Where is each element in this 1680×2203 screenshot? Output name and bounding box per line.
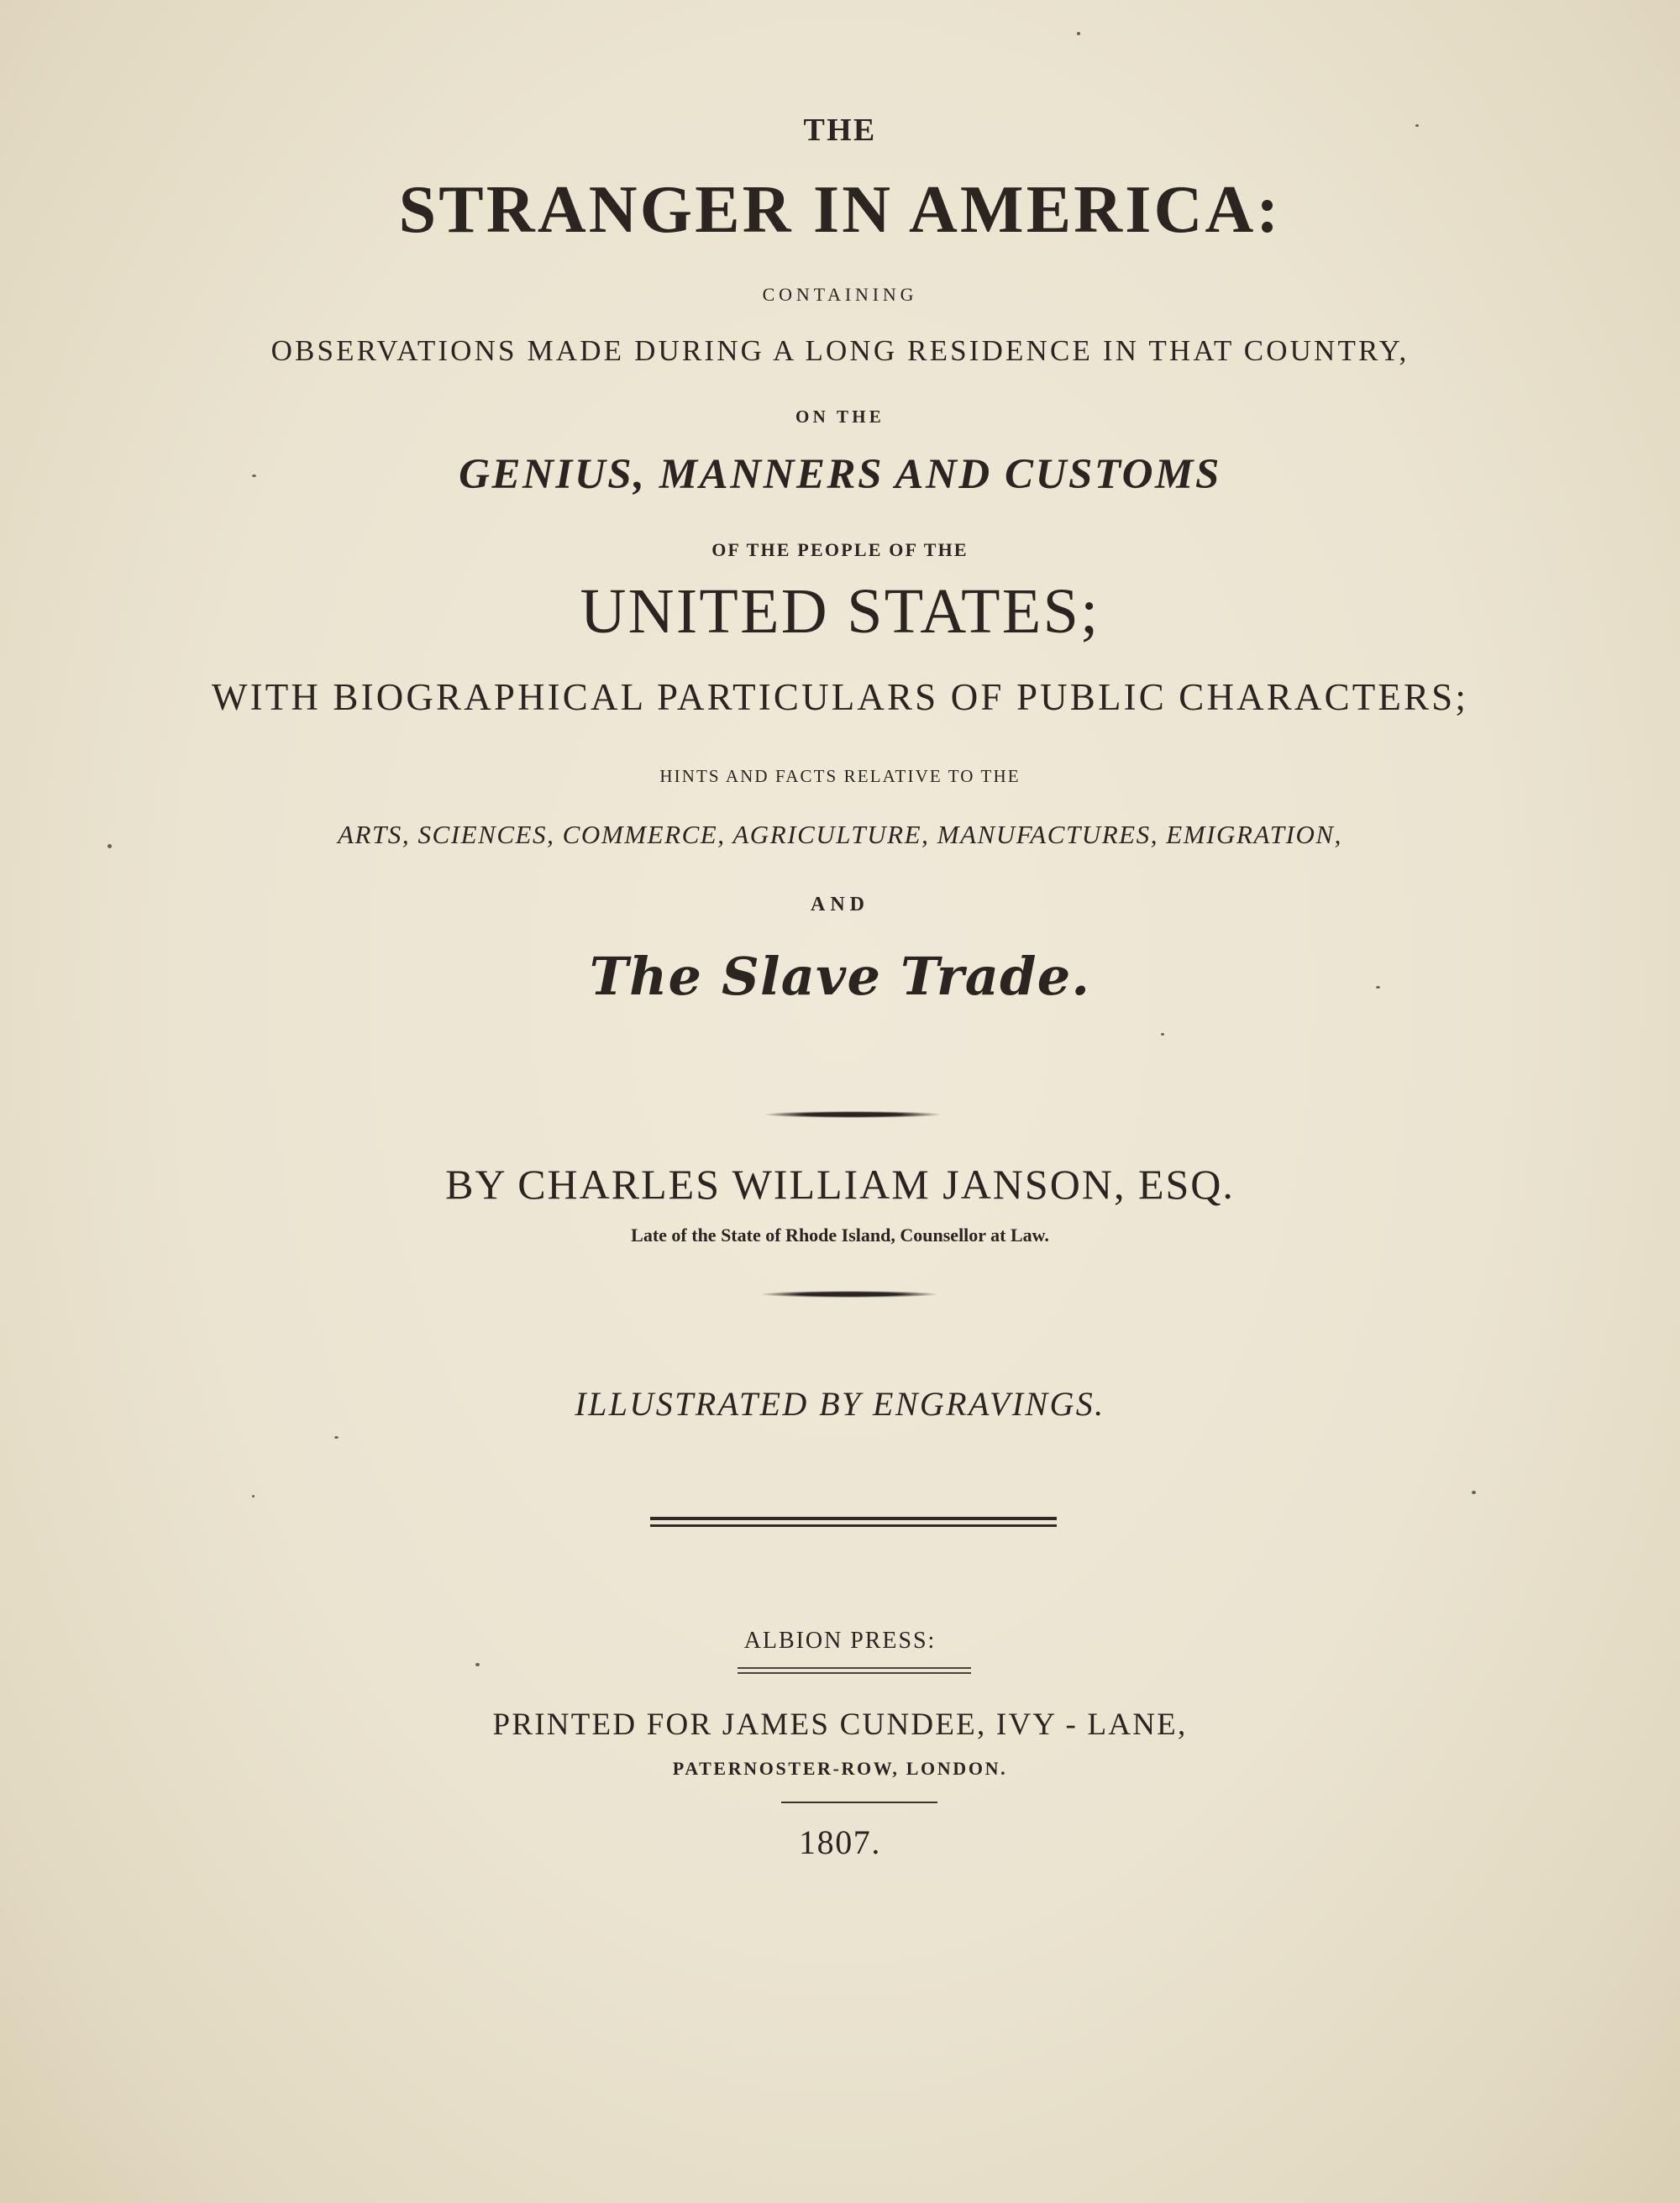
and-label: AND — [811, 894, 869, 915]
press-rule — [738, 1667, 971, 1674]
author-line: BY CHARLES WILLIAM JANSON, ESQ. — [445, 1161, 1235, 1208]
press-line: ALBION PRESS: — [743, 1628, 937, 1654]
main-title: STRANGER IN AMERICA: — [398, 173, 1282, 247]
hints-line: HINTS AND FACTS RELATIVE TO THE — [659, 766, 1021, 786]
author-note: Late of the State of Rhode Island, Counsellor at Law. — [631, 1225, 1049, 1246]
illustrated-line: ILLUSTRATED BY ENGRAVINGS. — [575, 1385, 1105, 1423]
double-rule — [650, 1517, 1057, 1527]
title-the: THE — [803, 113, 877, 148]
containing-label: CONTAINING — [762, 284, 918, 305]
ornamental-rule — [761, 1291, 937, 1298]
on-the-label: ON THE — [795, 407, 885, 427]
foxing-speck — [108, 844, 112, 848]
arts-line: ARTS, SCIENCES, COMMERCE, AGRICULTURE, MANUFACTURES, EMIGRATION, — [338, 820, 1342, 849]
year-rule — [781, 1802, 937, 1803]
printed-for-line: PRINTED FOR JAMES CUNDEE, IVY - LANE, — [492, 1707, 1188, 1742]
foxing-speck — [1161, 1033, 1164, 1036]
genius-line: GENIUS, MANNERS AND CUSTOMS — [459, 451, 1221, 498]
foxing-speck — [1077, 32, 1080, 35]
year-line: 1807. — [799, 1823, 881, 1861]
foxing-speck — [252, 475, 256, 477]
slave-trade-line: The Slave Trade. — [589, 946, 1091, 1007]
observations-line: OBSERVATIONS MADE DURING A LONG RESIDENCE IN THAT COUNTRY, — [270, 334, 1410, 367]
biographical-line: WITH BIOGRAPHICAL PARTICULARS OF PUBLIC CHARACTERS; — [211, 676, 1469, 718]
foxing-speck — [475, 1663, 480, 1666]
united-states-line: UNITED STATES; — [580, 576, 1100, 647]
ornamental-rule — [764, 1111, 941, 1118]
address-line: PATERNOSTER-ROW, LONDON. — [672, 1758, 1008, 1779]
foxing-speck — [334, 1436, 339, 1439]
foxing-speck — [1415, 124, 1419, 127]
foxing-speck — [252, 1495, 255, 1498]
foxing-speck — [1376, 986, 1380, 989]
of-the-people-line: OF THE PEOPLE OF THE — [711, 539, 969, 560]
foxing-speck — [1472, 1491, 1476, 1494]
